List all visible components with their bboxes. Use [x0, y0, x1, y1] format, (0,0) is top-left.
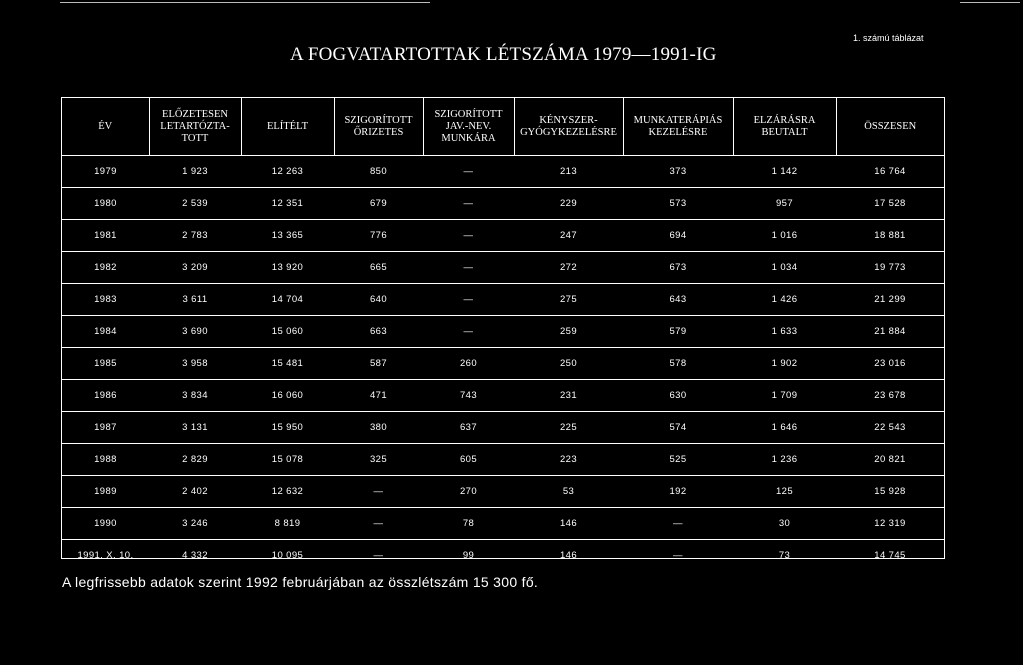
table-row [62, 156, 944, 188]
year-cell: 1985 [62, 348, 149, 380]
top-rule-left [60, 2, 430, 3]
year-cell: 1991. X. 10. [77, 550, 134, 561]
value-cell: 223 [514, 444, 623, 476]
footnote: A legfrissebb adatok szerint 1992 februárjában az összlétszám 15 300 fő. [62, 574, 539, 590]
value-cell: 1 426 [733, 284, 836, 316]
value-cell: 1 646 [733, 412, 836, 444]
table-row [62, 476, 944, 508]
value-cell: 229 [514, 188, 623, 220]
value-cell: 3 690 [149, 316, 241, 348]
value-cell: 1 902 [733, 348, 836, 380]
table-row [62, 540, 944, 572]
table-row [62, 220, 944, 252]
value-cell: 18 881 [836, 220, 944, 252]
header-row [62, 98, 944, 156]
value-cell: 574 [623, 412, 733, 444]
value-cell: 3 131 [149, 412, 241, 444]
value-cell: 2 783 [149, 220, 241, 252]
value-cell: 573 [623, 188, 733, 220]
value-cell: 275 [514, 284, 623, 316]
value-cell: 192 [623, 476, 733, 508]
value-cell: 3 958 [149, 348, 241, 380]
value-cell: 12 351 [241, 188, 334, 220]
value-cell: 776 [334, 220, 423, 252]
value-cell: 99 [462, 550, 475, 561]
table-row [62, 188, 944, 220]
value-cell: — [423, 156, 514, 188]
value-cell: 2 829 [149, 444, 241, 476]
value-cell: 578 [623, 348, 733, 380]
value-cell: 4 332 [182, 550, 208, 561]
value-cell: 694 [623, 220, 733, 252]
value-cell: 1 923 [149, 156, 241, 188]
value-cell: 605 [423, 444, 514, 476]
value-cell: 665 [334, 252, 423, 284]
value-cell: 15 928 [836, 476, 944, 508]
value-cell: 1 236 [733, 444, 836, 476]
value-cell: — [423, 316, 514, 348]
value-cell: 259 [514, 316, 623, 348]
value-cell: — [423, 252, 514, 284]
table-row [62, 348, 944, 380]
value-cell: 16 764 [836, 156, 944, 188]
value-cell: 30 [733, 508, 836, 540]
year-cell: 1988 [62, 444, 149, 476]
value-cell: — [673, 550, 683, 561]
table-row [62, 252, 944, 284]
value-cell: 53 [514, 476, 623, 508]
value-cell: 13 920 [241, 252, 334, 284]
year-cell: 1980 [62, 188, 149, 220]
value-cell: 525 [623, 444, 733, 476]
value-cell: 20 821 [836, 444, 944, 476]
value-cell: — [373, 550, 384, 561]
value-cell: 250 [514, 348, 623, 380]
header-cell: ÖSSZESEN [836, 98, 944, 156]
value-cell: 3 246 [149, 508, 241, 540]
value-cell: 630 [623, 380, 733, 412]
value-cell: 743 [423, 380, 514, 412]
table-row [62, 444, 944, 476]
value-cell: 1 034 [733, 252, 836, 284]
value-cell: 637 [423, 412, 514, 444]
value-cell: 225 [514, 412, 623, 444]
value-cell: 957 [733, 188, 836, 220]
header-cell: ÉV [62, 98, 149, 156]
value-cell: 640 [334, 284, 423, 316]
year-cell: 1989 [62, 476, 149, 508]
value-cell: 19 773 [836, 252, 944, 284]
value-cell: 15 078 [241, 444, 334, 476]
value-cell: 272 [514, 252, 623, 284]
value-cell: 12 319 [836, 508, 944, 540]
year-cell: 1981 [62, 220, 149, 252]
value-cell: 2 402 [149, 476, 241, 508]
year-cell: 1982 [62, 252, 149, 284]
header-cell: ELZÁRÁSRA BEUTALT [733, 98, 836, 156]
value-cell: 663 [334, 316, 423, 348]
value-cell: 3 834 [149, 380, 241, 412]
value-cell: 23 678 [836, 380, 944, 412]
value-cell: 14 745 [874, 550, 906, 561]
header-cell: SZIGORÍTOTT JAV.-NEV. MUNKÁRA [423, 98, 514, 156]
value-cell: 3 611 [149, 284, 241, 316]
header-cell: SZIGORÍTOTT ŐRIZETES [334, 98, 423, 156]
value-cell: 15 950 [241, 412, 334, 444]
year-cell: 1986 [62, 380, 149, 412]
header-cell: MUNKATERÁPIÁS KEZELÉSRE [623, 98, 733, 156]
header-cell: KÉNYSZER- GYÓGYKEZELÉSRE [514, 98, 623, 156]
statistics-table-frame [61, 97, 945, 559]
table-row [62, 412, 944, 444]
value-cell: 213 [514, 156, 623, 188]
value-cell: 1 016 [733, 220, 836, 252]
value-cell: 146 [559, 550, 578, 561]
year-cell: 1990 [62, 508, 149, 540]
value-cell: 231 [514, 380, 623, 412]
value-cell: 247 [514, 220, 623, 252]
table-row [62, 508, 944, 540]
top-rule-right [960, 2, 1020, 3]
value-cell: 16 060 [241, 380, 334, 412]
table-row [62, 380, 944, 412]
page-title: A FOGVATARTOTTAK LÉTSZÁMA 1979—1991-IG [290, 44, 717, 65]
value-cell: 15 481 [241, 348, 334, 380]
value-cell: 17 528 [836, 188, 944, 220]
value-cell: 73 [778, 550, 791, 561]
value-cell: — [334, 476, 423, 508]
value-cell: 270 [423, 476, 514, 508]
value-cell: 325 [334, 444, 423, 476]
header-cell: ELÍTÉLT [241, 98, 334, 156]
prisoner-count-table [62, 98, 944, 571]
value-cell: 10 095 [271, 550, 304, 561]
value-cell: 579 [623, 316, 733, 348]
table-number: 1. számú táblázat [853, 33, 924, 43]
value-cell: 373 [623, 156, 733, 188]
value-cell: 14 704 [241, 284, 334, 316]
value-cell: 643 [623, 284, 733, 316]
value-cell: — [623, 508, 733, 540]
value-cell: 850 [334, 156, 423, 188]
value-cell: 125 [733, 476, 836, 508]
value-cell: 673 [623, 252, 733, 284]
value-cell: 679 [334, 188, 423, 220]
value-cell: 12 263 [241, 156, 334, 188]
value-cell: 260 [423, 348, 514, 380]
value-cell: 1 142 [733, 156, 836, 188]
year-cell: 1984 [62, 316, 149, 348]
year-cell: 1983 [62, 284, 149, 316]
value-cell: 3 209 [149, 252, 241, 284]
value-cell: 21 884 [836, 316, 944, 348]
value-cell: 146 [514, 508, 623, 540]
value-cell: — [423, 220, 514, 252]
value-cell: 2 539 [149, 188, 241, 220]
value-cell: 1 709 [733, 380, 836, 412]
value-cell: 15 060 [241, 316, 334, 348]
value-cell: 13 365 [241, 220, 334, 252]
value-cell: 21 299 [836, 284, 944, 316]
value-cell: 1 633 [733, 316, 836, 348]
value-cell: 8 819 [241, 508, 334, 540]
table-row [62, 284, 944, 316]
header-cell: ELŐZETESEN LETARTÓZTA- TOTT [149, 98, 241, 156]
table-row [62, 316, 944, 348]
value-cell: 22 543 [836, 412, 944, 444]
year-cell: 1987 [62, 412, 149, 444]
value-cell: — [423, 188, 514, 220]
value-cell: 12 632 [241, 476, 334, 508]
value-cell: 380 [334, 412, 423, 444]
value-cell: 587 [334, 348, 423, 380]
value-cell: — [334, 508, 423, 540]
value-cell: 78 [423, 508, 514, 540]
year-cell: 1979 [62, 156, 149, 188]
value-cell: — [423, 284, 514, 316]
value-cell: 471 [334, 380, 423, 412]
value-cell: 23 016 [836, 348, 944, 380]
